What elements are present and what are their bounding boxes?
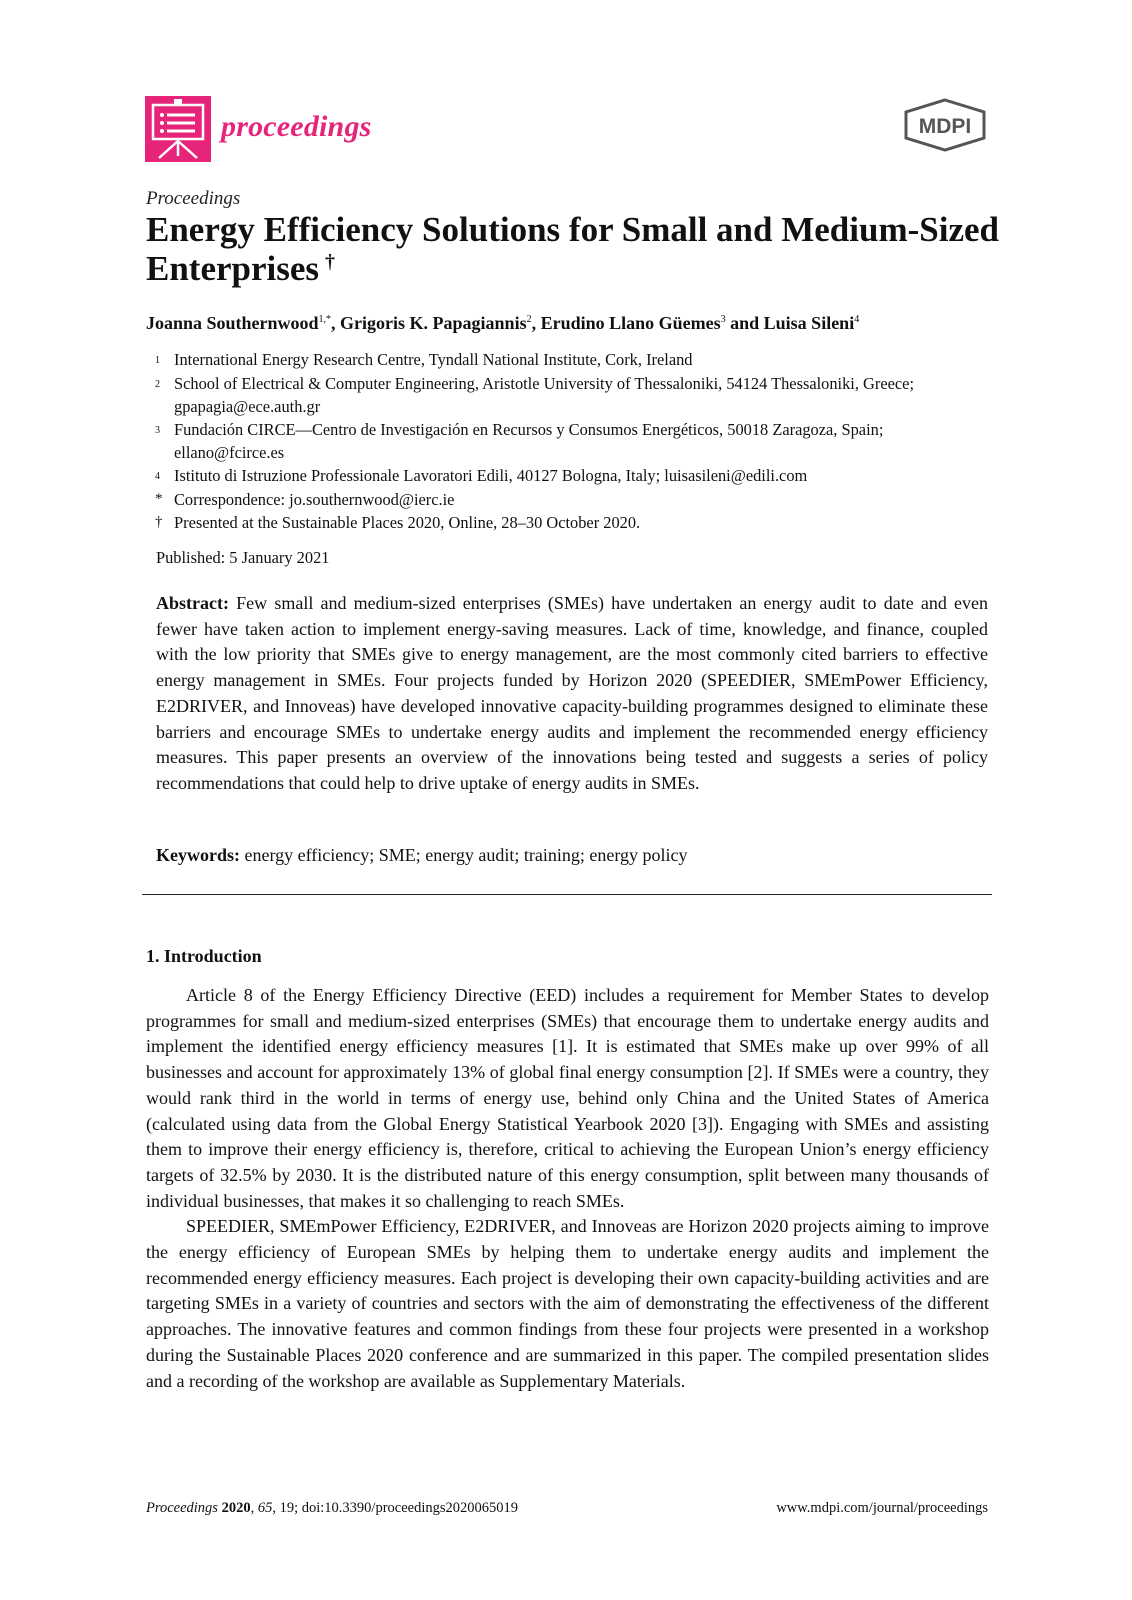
proceedings-logo-icon [145,96,211,162]
affiliation-text: Istituto di Istruzione Professionale Lavoratori Edili, 40127 Bologna, Italy; luisasileni@edili.com [174,466,808,485]
title-footnote-mark: † [325,251,336,273]
author-name: Grigoris K. Papagiannis [340,313,527,333]
author-affiliation-mark: 1,* [318,314,332,325]
journal-url[interactable]: www.mdpi.com/journal/proceedings [776,1500,988,1516]
article-type: Proceedings [146,188,241,209]
presented-note-mark: † [155,514,163,530]
affiliation-mark: 2 [155,379,160,390]
citation-footer: Proceedings 2020, 65, 19; doi:10.3390/proceedings2020065019 [146,1500,518,1516]
author-name: Joanna Southernwood [146,313,319,333]
author-separator: , [531,313,541,333]
affiliation-mark: 4 [155,471,160,482]
body-paragraph: Article 8 of the Energy Efficiency Directive (EED) includes a requirement for Member States to develop programmes for small and medium-sized enterprises (SMEs) that encourage them to undertake energy audits and implement the identified energy efficiency measures [1]. It is estimated that SMEs make up over 99% of all businesses and account for approximately 13% of global final energy consumption [2]. If SMEs were a country, they would rank third in the world in terms of energy use, behind only China and the United States of America (calculated using data from the Global Energy Statistical Yearbook 2020 [3]). Engaging with SMEs and assisting them to improve their energy efficiency is, therefore, critical to achieving the European Union’s energy efficiency targets of 32.5% by 2030. It is the distributed nature of this energy consumption, split between many thousands of individual businesses, that makes it so challenging to reach SMEs. [146,985,989,1211]
affiliation-mark: 1 [155,355,160,366]
keywords-label: Keywords: [156,845,240,865]
article-title [146,210,1006,288]
footer-journal: Proceedings [146,1500,218,1516]
presented-note-item [155,511,995,534]
header-divider [142,894,992,895]
affiliation-item [155,418,995,464]
author-name: Luisa Sileni [763,313,855,333]
affiliation-mark: 3 [155,425,160,436]
journal-logo-text: proceedings [221,110,372,143]
affiliation-item [155,372,995,418]
abstract-label: Abstract: [156,593,229,613]
author-affiliation-mark: 4 [854,314,860,325]
keywords-text: energy efficiency; SME; energy audit; training; energy policy [244,845,688,865]
footer-year: 2020 [221,1500,251,1516]
correspondence-item [155,488,995,511]
affiliation-text: Fundación CIRCE—Centro de Investigación en Recursos y Consumos Energéticos, 50018 Zaragoza, Spain; ellano@fcirce.es [174,420,884,462]
keywords [156,845,688,866]
publisher-logo-text: MDPI [918,115,972,138]
affiliation-text: International Energy Research Centre, Tyndall National Institute, Cork, Ireland [174,350,693,369]
abstract-text: Few small and medium-sized enterprises (SMEs) have undertaken an energy audit to date and even fewer have taken action to implement energy-saving measures. Lack of time, knowledge, and finance, coupled with the low priority that SMEs give to energy management, are the most commonly cited barriers to effective energy management in SMEs. Four projects funded by Horizon 2020 (SPEEDIER, SMEmPower Efficiency, E2DRIVER, and Innoveas) have developed innovative capacity-building programmes designed to eliminate these barriers and encourage SMEs to undertake energy audits and implement the recommended energy efficiency measures. This paper presents an overview of the innovations being tested and suggests a series of policy recommendations that could help to drive uptake of energy audits in SMEs. [156,593,988,793]
correspondence-mark: * [155,491,163,507]
presented-note-text: Presented at the Sustainable Places 2020, Online, 28–30 October 2020. [174,513,641,532]
author-separator: and [725,313,764,333]
affiliation-text: School of Electrical & Computer Engineering, Aristotle University of Thessaloniki, 54124 Thessaloniki, Greece; gpapagia@ece.auth.gr [174,374,915,416]
footer-volume: 65 [257,1500,273,1516]
title-text: Energy Efficiency Solutions for Small and Medium-Sized Enterprises [146,210,999,288]
mdpi-logo-icon [900,97,990,153]
affiliation-item [155,348,995,372]
author-affiliation-mark: 2 [526,314,532,325]
author-affiliation-mark: 3 [720,314,726,325]
author-list [146,313,859,334]
affiliation-item [155,464,995,488]
author-name: Erudino Llano Güemes [540,313,721,333]
footer-doi: , 19; doi:10.3390/proceedings2020065019 [272,1500,518,1516]
published-date: Published: 5 January 2021 [156,548,330,567]
author-separator: , [331,313,341,333]
section-body [146,983,989,1394]
affiliation-list [155,348,995,534]
body-paragraph: SPEEDIER, SMEmPower Efficiency, E2DRIVER, and Innoveas are Horizon 2020 projects aiming to improve the energy efficiency of European SMEs by helping them to undertake energy audits and implement the recommended energy efficiency measures. Each project is developing their own capacity-building activities and are targeting SMEs in a variety of countries and sectors with the aim of demonstrating the effectiveness of the different approaches. The innovative features and common findings from these four projects were presented in a workshop during the Sustainable Places 2020 conference and are summarized in this paper. The compiled presentation slides and a recording of the workshop are available as Supplementary Materials. [146,1216,989,1391]
abstract [156,591,988,797]
correspondence-text: Correspondence: jo.southernwood@ierc.ie [174,490,455,509]
section-heading: 1. Introduction [146,946,262,966]
